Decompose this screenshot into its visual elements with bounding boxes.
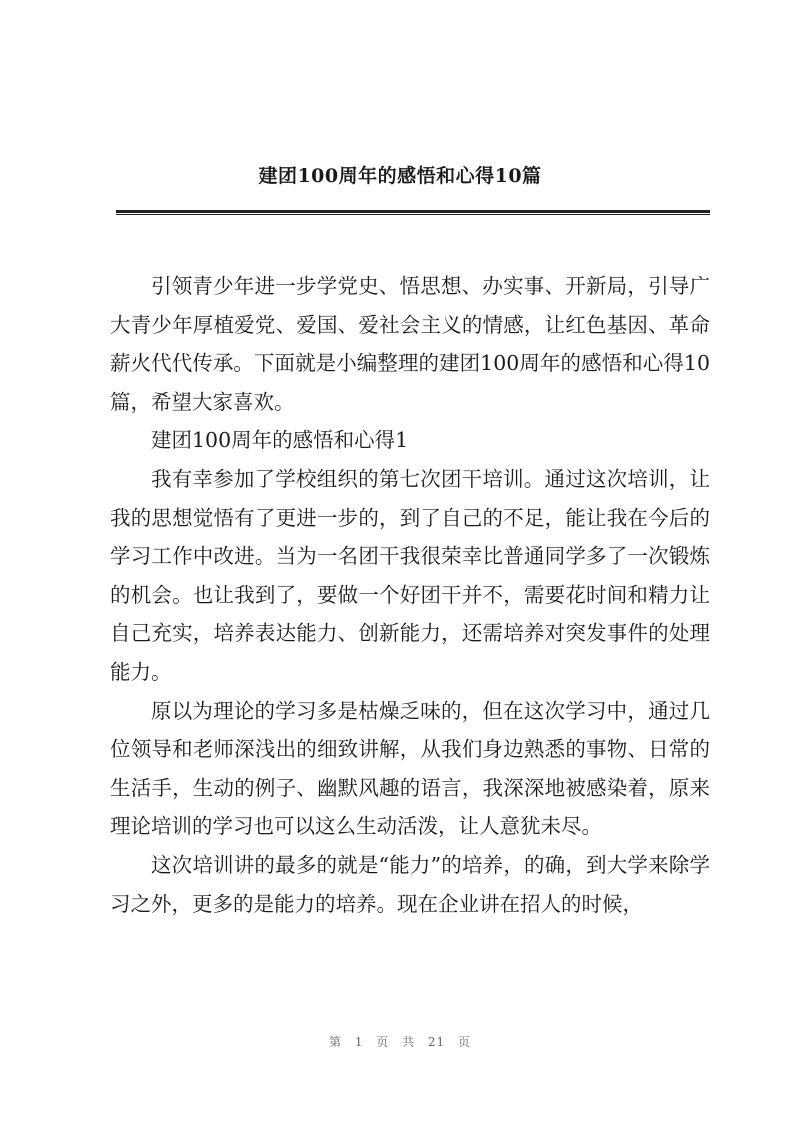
body-paragraph: 原以为理论的学习多是枯燥乏味的，但在这次学习中，通过几位领导和老师深浅出的细致讲解，从我们身边熟悉的事物、日常的生活手，生动的例子、幽默风趣的语言，我深深地被感染着，原来理论培训的学习也可以这么生动活泼，让人意犹未尽。 [110,698,710,839]
section-heading: 建团100周年的感悟和心得1 [151,428,409,453]
body-paragraph: 我有幸参加了学校组织的第七次团干培训。通过这次培训，让我的思想觉悟有了更进一步的，到了自己的不足，能让我在今后的学习工作中改进。当为一名团干我很荣幸比普通同学多了一次锻炼的机会。也让我到了，要做一个好团干并不，需要花时间和精力让自己充实，培养表达能力、创新能力，还需培养对突发事件的处理能力。 [110,466,710,684]
document-title: 建团100周年的感悟和心得10篇 [258,165,542,187]
page-number-footer: 第 1 页 共 21 页 [329,1035,471,1049]
document-body [110,267,710,923]
intro-paragraph: 引领青少年进一步学党史、悟思想、办实事、开新局，引导广大青少年厚植爱党、爱国、爱社会主义的情感，让红色基因、革命薪火代代传承。下面就是小编整理的建团100周年的感悟和心得10篇，希望大家喜欢。 [110,274,710,414]
body-paragraph: 这次培训讲的最多的就是“能力”的培养，的确，到大学来除学习之外，更多的是能力的培养。现在企业讲在招人的时候， [110,852,710,916]
title-divider [116,210,710,215]
